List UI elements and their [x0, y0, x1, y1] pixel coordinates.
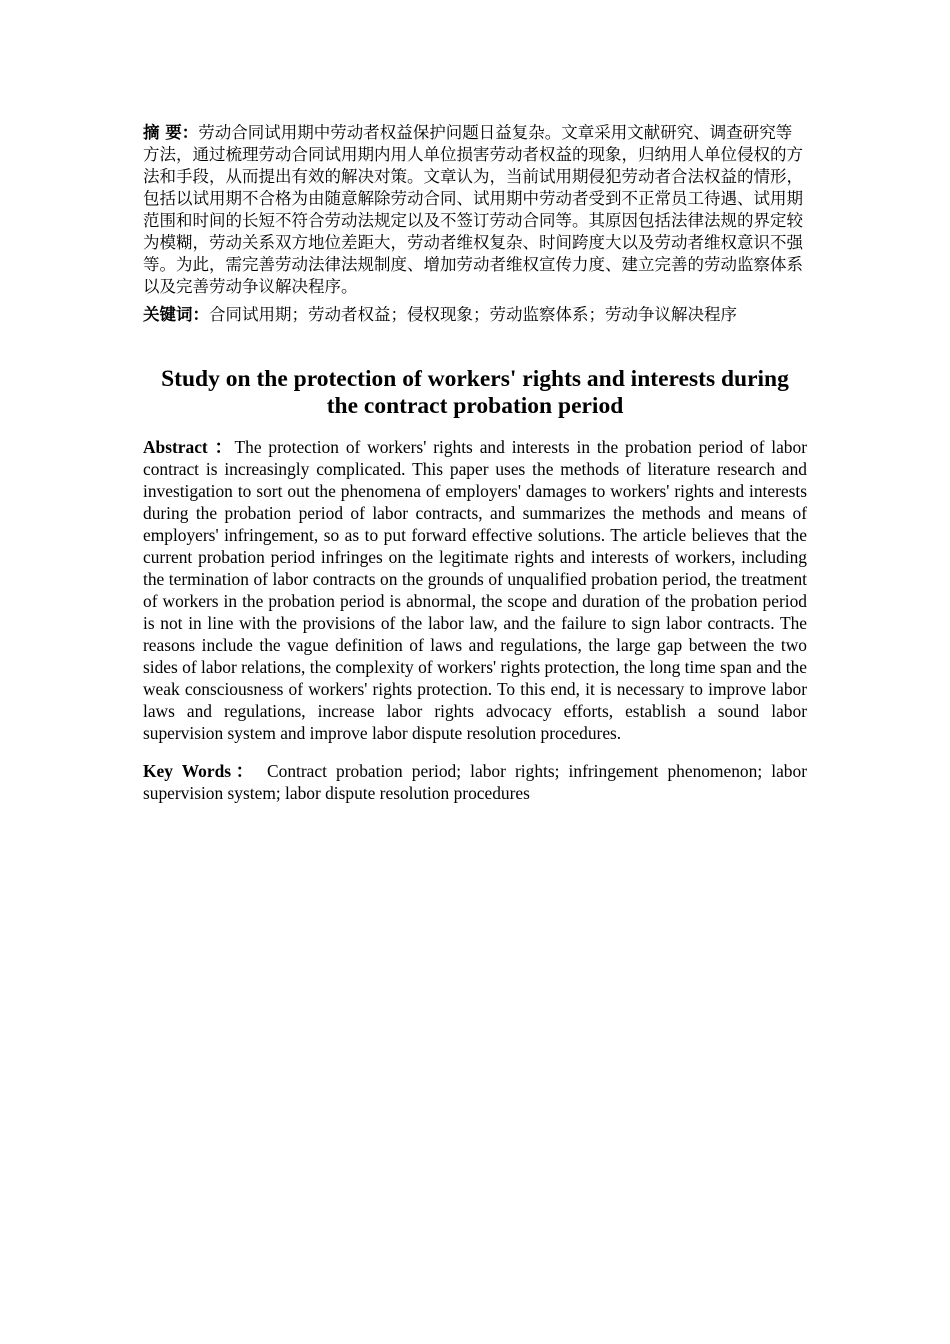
english-keywords [143, 760, 807, 804]
document-page [143, 122, 807, 804]
chinese-abstract-label: 摘 要： [143, 123, 199, 142]
chinese-keywords [143, 304, 807, 326]
english-keywords-label: Key Words： [143, 761, 258, 781]
chinese-abstract [143, 122, 807, 298]
english-title: Study on the protection of workers' rights and interests during the contract probation period [161, 366, 789, 419]
english-keywords-text: Contract probation period; labor rights; infringement phenomenon; labor supervision system; labor dispute resolution procedures [143, 761, 807, 803]
english-abstract-text: The protection of workers' rights and interests in the probation period of labor contract is increasingly complicated. This paper uses the methods of literature research and investigation to sort out the phenomena of employers' damages to workers' rights and interests during the probation period of labor contracts, and summarizes the methods and means of employers' infringement, so as to put forward effective solutions. The article believes that the current probation period infringes on the legitimate rights and interests of workers, including the termination of labor contracts on the grounds of unqualified probation period, the treatment of workers in the probation period is abnormal, the scope and duration of the probation period is not in line with the provisions of the labor law, and the failure to sign labor contracts. The reasons include the vague definition of laws and regulations, the large gap between the two sides of labor relations, the complexity of workers' rights protection, the long time span and the weak consciousness of workers' rights protection. To this end, it is necessary to improve labor laws and regulations, increase labor rights advocacy efforts, establish a sound labor supervision system and improve labor dispute resolution procedures. [143, 437, 807, 743]
english-abstract [143, 436, 807, 744]
english-abstract-label: Abstract ： [143, 437, 235, 457]
chinese-abstract-text: 劳动合同试用期中劳动者权益保护问题日益复杂。文章采用文献研究、调查研究等方法，通过梳理劳动合同试用期内用人单位损害劳动者权益的现象，归纳用人单位侵权的方法和手段，从而提出有效的解决对策。文章认为，当前试用期侵犯劳动者合法权益的情形，包括以试用期不合格为由随意解除劳动合同、试用期中劳动者受到不正常员工待遇、试用期范围和时间的长短不符合劳动法规定以及不签订劳动合同等。其原因包括法律法规的界定较为模糊，劳动关系双方地位差距大，劳动者维权复杂、时间跨度大以及劳动者维权意识不强等。为此，需完善劳动法律法规制度、增加劳动者维权宣传力度、建立完善的劳动监察体系以及完善劳动争议解决程序。 [143, 123, 803, 296]
chinese-keywords-label: 关键词： [143, 305, 209, 324]
chinese-keywords-text: 合同试用期；劳动者权益；侵权现象；劳动监察体系；劳动争议解决程序 [209, 305, 737, 324]
